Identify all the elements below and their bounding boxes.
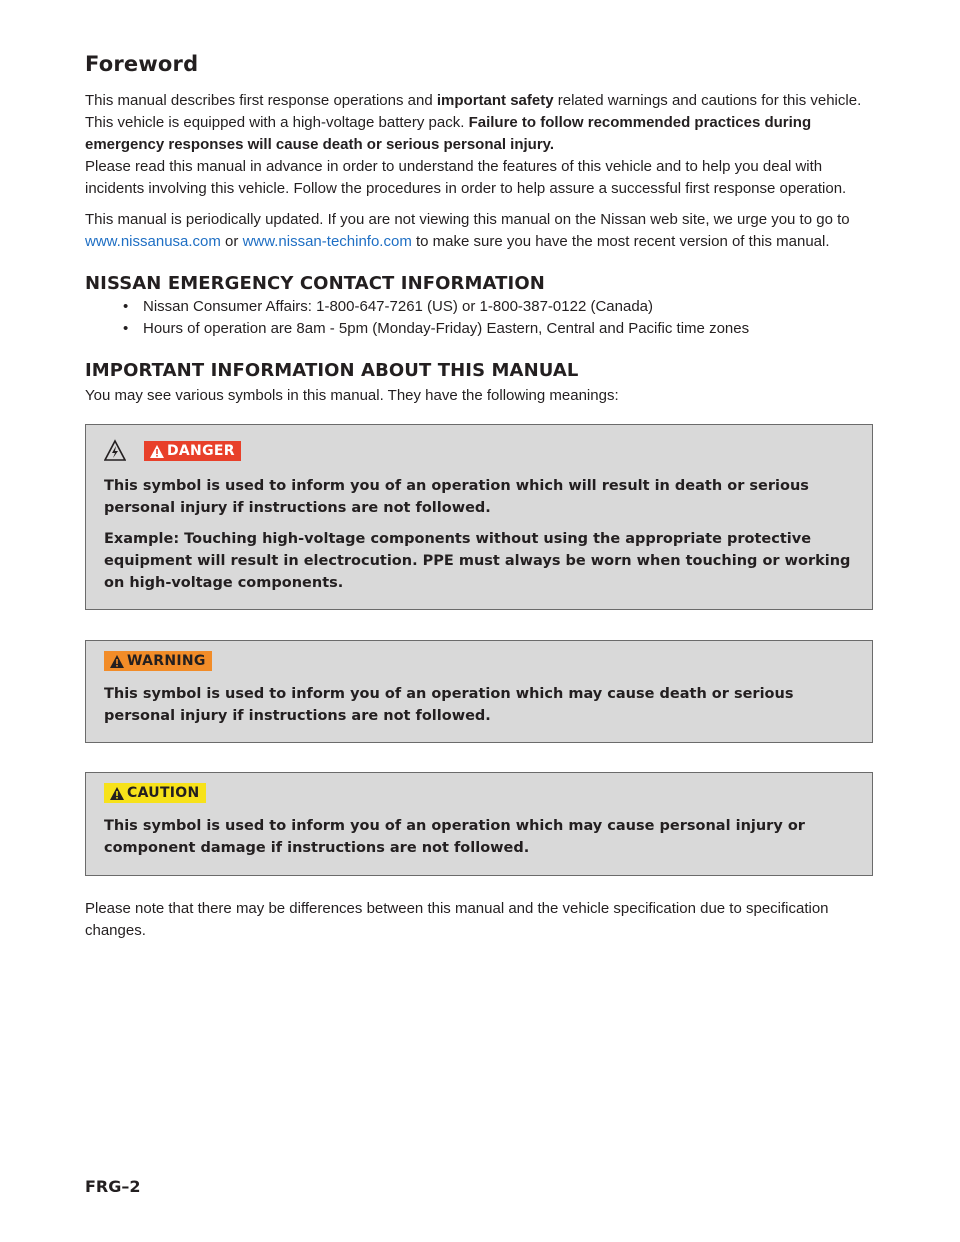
page-number: FRG–2 (85, 1177, 141, 1196)
foreword-paragraph-4: This manual is periodically updated. If you are not viewing this manual on the Nissan web site, we urge you to go to www.nissanusa.com or www.nissan-techinfo.com to make sure you have the most recent version of this manual. (85, 211, 850, 250)
danger-tag: DANGER (144, 441, 241, 461)
caution-description: This symbol is used to inform you of an operation which may cause personal injury or component damage if instructions are not followed. (104, 818, 805, 856)
list-item: • Nissan Consumer Affairs: 1-800-647-7261 (US) or 1-800-387-0122 (Canada) (123, 296, 875, 318)
danger-label-row (104, 439, 854, 463)
danger-example: Example: Touching high-voltage components without using the appropriate protective equipment will result in electrocution. PPE must always be worn when touching or working on high-voltage components. (104, 531, 851, 591)
high-voltage-warning-icon (104, 439, 126, 463)
warning-box (85, 640, 873, 743)
emphasis-failure-warning: Failure to follow recommended practices during emergency responses will cause death or serious personal injury. (85, 114, 812, 153)
danger-description: This symbol is used to inform you of an operation which will result in death or serious personal injury if instructions are not followed. (104, 478, 809, 516)
important-info-intro: You may see various symbols in this manual. They have the following meanings: (85, 387, 619, 404)
warning-label-row (104, 649, 854, 673)
specification-note: Please note that there may be differences between this manual and the vehicle specification due to specification changes. (85, 900, 829, 939)
foreword-paragraph-1: This manual describes first response operations and important safety related warnings and cautions for this vehicle. (85, 92, 862, 109)
alert-triangle-icon (150, 445, 164, 458)
emphasis-important-safety: important safety (436, 92, 554, 109)
bullet-icon: • (123, 298, 129, 315)
foreword-paragraph-3: Please read this manual in advance in order to understand the features of this vehicle and to help you deal with incidents involving this vehicle. Follow the procedures in order to help assure a successful first response operation. (85, 158, 847, 197)
link-nissanusa[interactable]: www.nissanusa.com (85, 233, 221, 250)
contact-heading: NISSAN EMERGENCY CONTACT INFORMATION (85, 273, 545, 294)
warning-description: This symbol is used to inform you of an operation which may cause death or serious personal injury if instructions are not followed. (104, 686, 794, 724)
caution-label-row (104, 781, 854, 805)
warning-tag: WARNING (104, 651, 212, 671)
contact-list (85, 296, 875, 340)
bullet-icon: • (123, 320, 129, 337)
caution-box (85, 772, 873, 876)
foreword-paragraph-2: This vehicle is equipped with a high-voltage battery pack. Failure to follow recommended practices during emergency responses will cause death or serious personal injury. (85, 114, 812, 153)
important-info-heading: IMPORTANT INFORMATION ABOUT THIS MANUAL (85, 360, 579, 381)
document-page (85, 52, 875, 942)
alert-triangle-icon (110, 787, 124, 800)
danger-box (85, 424, 873, 610)
link-nissan-techinfo[interactable]: www.nissan-techinfo.com (242, 233, 412, 250)
list-item: • Hours of operation are 8am - 5pm (Monday-Friday) Eastern, Central and Pacific time zones (123, 318, 875, 340)
alert-triangle-icon (110, 655, 124, 668)
caution-tag: CAUTION (104, 783, 206, 803)
page-title: Foreword (85, 52, 199, 76)
